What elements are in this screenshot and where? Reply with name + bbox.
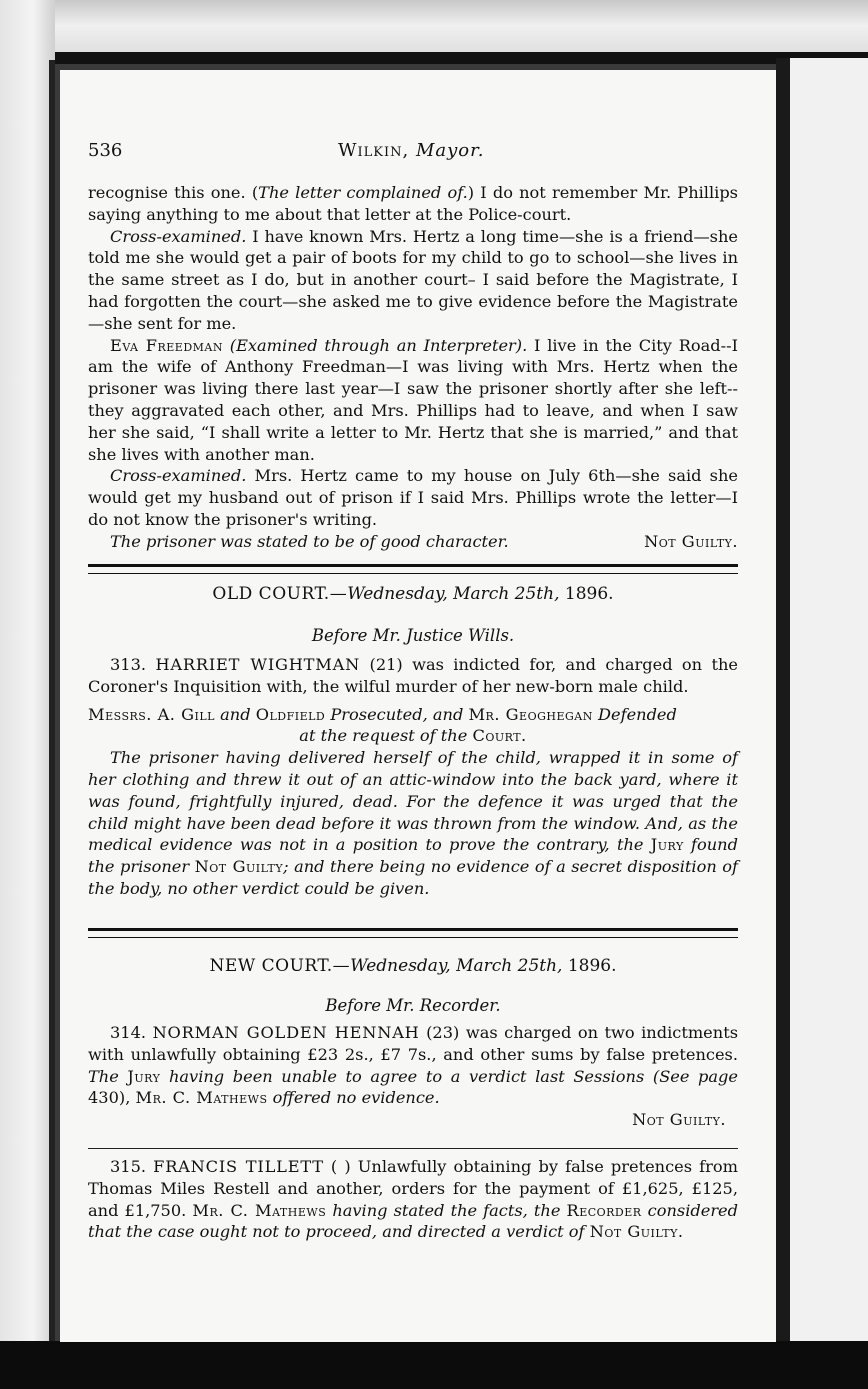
case-divider — [88, 1148, 738, 1149]
running-title-name: Wilkin, — [338, 140, 410, 161]
case-313-counsel: Messrs. A. Gill and Oldfield Prosecuted, and Mr. Geoghegan Defended — [88, 704, 677, 724]
running-title — [338, 140, 484, 161]
section-divider-2 — [88, 928, 738, 938]
facing-page-edge — [790, 58, 868, 1348]
page-number: 536 — [88, 140, 123, 161]
old-court-heading: OLD COURT.—Wednesday, March 25th, 1896. — [212, 584, 614, 604]
case-314-text: 314. NORMAN GOLDEN HENNAH (23) was charged on two indictments with unlawfully obtaining £23 2s., £7 7s., and other sums by false pretences. The Jury having been unable to agree to a verdict last Sessions (See page 430), Mr. C. Mathews offered no evidence. — [88, 1023, 739, 1108]
testimony-block — [88, 182, 738, 553]
paragraph-eva-freedman: Eva Freedman (Examined through an Interpreter). I live in the City Road--I am the wife of Anthony Freedman—I was living with Mrs. Hertz when the prisoner was living there last year—I saw the prisoner shortly after she left--they aggravated each other, and Mrs. Phillips had to leave, and when I saw her she said, “I shall write a letter to Mr. Hertz that she is married,” and that she lives with another man. — [88, 335, 739, 464]
paragraph-character-verdict: The prisoner was stated to be of good character. Not Guilty. — [110, 531, 738, 551]
running-header — [88, 140, 748, 170]
case-314-verdict: Not Guilty. — [632, 1110, 726, 1130]
paragraph-recognise: recognise this one. (The letter complained of.) I do not remember Mr. Phillips saying anything to me about that letter at the Police-court. — [88, 183, 738, 224]
verdict-not-guilty-1: Not Guilty. — [644, 531, 738, 551]
new-court-heading: NEW COURT.—Wednesday, March 25th, 1896. — [209, 956, 617, 976]
case-313-counsel-request: at the request of the Court. — [299, 726, 527, 746]
case-315 — [88, 1156, 738, 1243]
scan-bottom-edge — [0, 1341, 868, 1389]
old-court-judge: Before Mr. Justice Wills. — [311, 626, 515, 645]
case-313-charge: 313. HARRIET WIGHTMAN (21) was indicted for, and charged on the Coroner's Inquisition with, the wilful murder of her new-born male child. — [88, 655, 738, 696]
paragraph-cross-examined-1: Cross-examined. I have known Mrs. Hertz a long time—she is a friend—she told me she would get a pair of boots for my child to go to school—she lives in the same street as I do, but in another court– I said before the Magistrate, I had forgotten the court—she asked me to give evidence before the Magistrate—she sent for me. — [88, 226, 738, 333]
case-313-summary: The prisoner having delivered herself of the child, wrapped it in some of her clothing and threw it out of an attic-window into the back yard, where it was found, frightfully injured, dead. For the defence it was urged that the child might have been dead before it was thrown from the window. And, as the medical evidence was not in a position to prove the contrary, the Jury found the prisoner Not Guilty; and there being no evidence of a secret disposition of the body, no other verdict could be given. — [88, 748, 739, 898]
case-313 — [88, 654, 738, 900]
section-divider-1 — [88, 564, 738, 574]
new-court-judge: Before Mr. Recorder. — [325, 996, 501, 1015]
running-title-office: Mayor. — [415, 140, 485, 161]
paragraph-cross-examined-2: Cross-examined. Mrs. Hertz came to my house on July 6th—she said she would get my husband out of prison if I said Mrs. Phillips wrote the letter—I do not know the prisoner's writing. — [88, 466, 738, 529]
case-314 — [88, 1022, 738, 1131]
scan-left-edge — [0, 0, 55, 1389]
book-page — [60, 70, 776, 1342]
scan-top-edge — [0, 0, 868, 64]
case-315-text: 315. FRANCIS TILLETT ( ) Unlawfully obtaining by false pretences from Thomas Miles Restell and another, orders for the payment of £1,625, £125, and £1,750. Mr. C. Mathews having stated the facts, the Recorder considered that the case ought not to proceed, and directed a verdict of Not Guilty. — [88, 1157, 739, 1242]
